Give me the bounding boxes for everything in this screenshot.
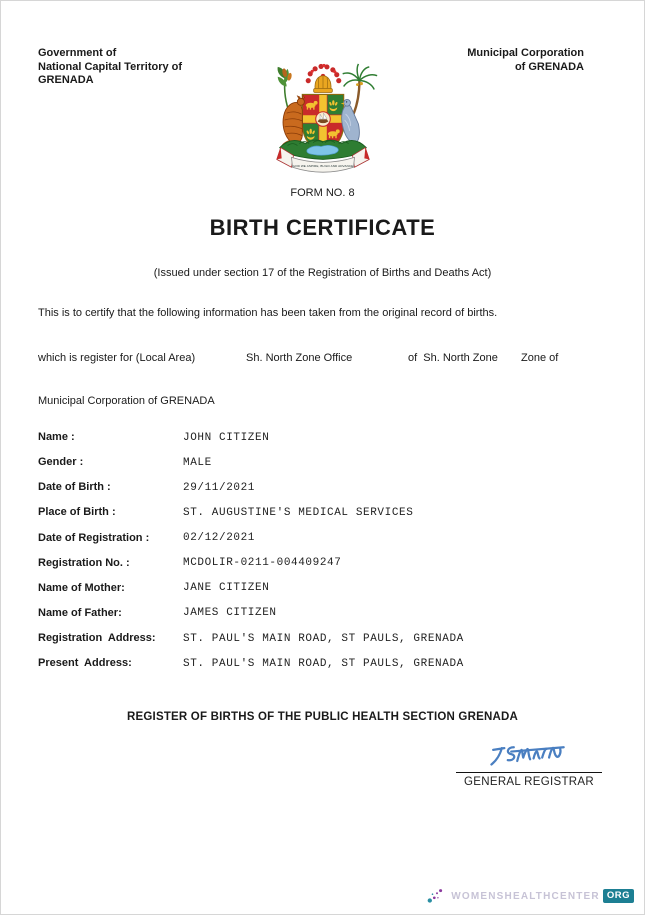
field-row-registration-address	[38, 632, 464, 657]
field-row-present-address	[38, 657, 464, 682]
field-label: Registration Address:	[38, 632, 156, 645]
crown-icon	[313, 74, 332, 93]
register-zone-value: of Sh. North Zone	[408, 352, 498, 364]
register-line-suffix: Zone of	[521, 352, 559, 364]
field-row-name	[38, 431, 464, 456]
field-row-date-of-registration	[38, 532, 464, 557]
field-value: ST. AUGUSTINE'S MEDICAL SERVICES	[183, 506, 414, 519]
register-office-value: Sh. North Zone Office	[246, 352, 353, 364]
field-label: Place of Birth :	[38, 506, 116, 519]
issuer-left-line2: National Capital Territory of	[38, 60, 183, 73]
field-row-gender	[38, 456, 464, 481]
field-label: Name :	[38, 431, 75, 443]
issuing-authority-left	[38, 47, 182, 88]
field-value: MCDOLIR-0211-004409247	[183, 557, 342, 570]
motto-text: GOD WE ASPIRE, BUILD AND ADVANCE	[292, 163, 353, 168]
field-value: 02/12/2021	[183, 532, 256, 545]
field-row-place-of-birth	[38, 506, 464, 531]
field-value: JAMES CITIZEN	[183, 607, 277, 620]
field-label: Date of Birth :	[38, 481, 111, 494]
register-line-prefix: which is register for (Local Area)	[38, 352, 196, 364]
signatory-title: GENERAL REGISTRAR	[464, 776, 594, 788]
issuing-authority-right	[467, 47, 584, 74]
field-value: MALE	[183, 456, 212, 469]
field-value: ST. PAUL'S MAIN ROAD, ST PAULS, GRENADA	[183, 632, 464, 645]
issuer-left-line1: Government of	[38, 47, 117, 59]
coat-of-arms	[262, 59, 384, 183]
field-label: Registration No. :	[38, 556, 130, 569]
field-row-mother-name	[38, 582, 464, 607]
field-value: 29/11/2021	[183, 481, 256, 494]
field-label: Date of Registration :	[38, 531, 150, 544]
corn-stalk-icon	[277, 67, 292, 110]
fields-list	[38, 431, 464, 682]
field-label: Name of Father:	[38, 606, 122, 619]
signature-line	[456, 772, 602, 773]
issuer-right-line2: of GRENADA	[514, 60, 584, 73]
grenada-coat-of-arms-icon	[262, 59, 384, 183]
field-value: ST. PAUL'S MAIN ROAD, ST PAULS, GRENADA	[183, 657, 464, 670]
certify-statement: This is to certify that the following information has been taken from the original record of births.	[38, 307, 498, 319]
watermark-text: WOMENSHEALTHCENTER	[451, 890, 600, 902]
certificate-title: BIRTH CERTIFICATE	[209, 215, 436, 240]
field-row-registration-no	[38, 557, 464, 582]
field-value: JANE CITIZEN	[183, 582, 270, 595]
form-number: FORM NO. 8	[290, 187, 355, 199]
issuer-left-line3: GRENADA	[38, 74, 94, 86]
register-corporation-line: Municipal Corporation of GRENADA	[38, 395, 215, 407]
sparkle-dots-icon	[426, 887, 448, 905]
certificate-subtitle: (Issued under section 17 of the Registration of Births and Deaths Act)	[153, 267, 492, 279]
field-row-date-of-birth	[38, 481, 464, 506]
registrar-signature-icon	[488, 739, 574, 771]
register-of-births-heading: REGISTER OF BIRTHS OF THE PUBLIC HEALTH SECTION GRENADA	[127, 711, 518, 723]
watermark	[426, 887, 634, 905]
field-label: Present Address:	[38, 657, 132, 670]
field-label: Gender :	[38, 456, 84, 469]
watermark-tld-badge: ORG	[603, 889, 634, 903]
field-value: JOHN CITIZEN	[183, 431, 270, 444]
field-row-father-name	[38, 607, 464, 632]
issuer-right-line1: Municipal Corporation	[467, 47, 584, 59]
field-label: Name of Mother:	[38, 581, 125, 594]
